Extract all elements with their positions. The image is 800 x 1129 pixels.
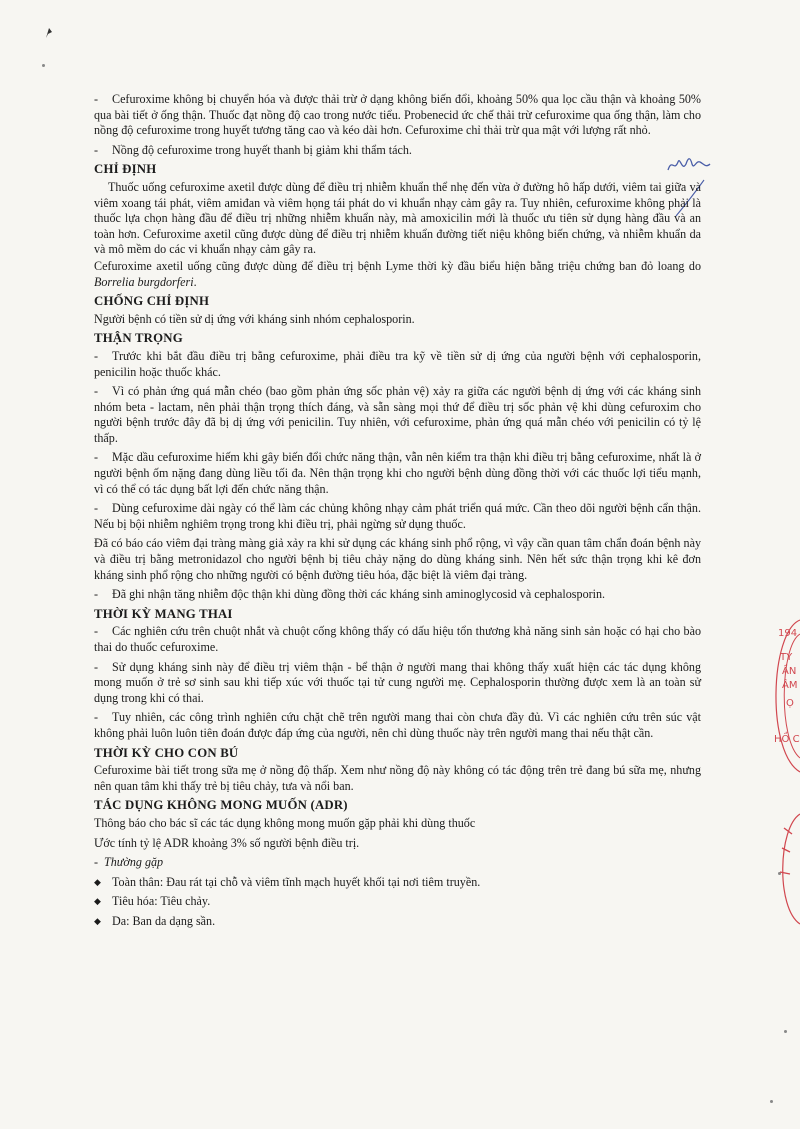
- heading-indication: CHỈ ĐỊNH: [94, 162, 157, 177]
- heading-caution: THẬN TRỌNG: [94, 331, 183, 346]
- paragraph-adr-notice: Thông báo cho bác sĩ các tác dụng không mong muốn gặp phải khi dùng thuốc: [94, 815, 476, 830]
- paragraph-pregnancy: - Các nghiên cứu trên chuột nhắt và chuột cống không thấy có dấu hiệu tổn thương khả năng sinh sản hoặc có hại cho bào thai do thuốc cefuroxime.: [94, 624, 701, 654]
- stamp-text: ẦN: [782, 666, 797, 677]
- subheading-common: - Thường gặp: [94, 855, 164, 870]
- paragraph-pregnancy: - Tuy nhiên, các công trình nghiên cứu chặt chẽ trên người mang thai còn chưa đầy đủ. Vì các nghiên cứu trên súc vật không phải luôn luôn tiên đoán được đáp ứng của người, nên chỉ dùng thuốc này trên người mang thai nếu thật cần.: [94, 710, 701, 740]
- stamp-text: TY: [780, 652, 793, 663]
- bullet-icon: ◆: [94, 896, 101, 907]
- bullet-icon: ◆: [94, 876, 101, 887]
- species-name: Borrelia burgdorferi: [94, 274, 194, 289]
- document-body: [94, 92, 701, 934]
- list-item: ◆ Tiêu hóa: Tiêu chảy.: [94, 894, 211, 909]
- list-item: ◆ Da: Ban da dạng sần.: [94, 913, 216, 928]
- paragraph-caution: - Đã ghi nhận tăng nhiễm độc thận khi dùng đồng thời các kháng sinh aminoglycosid và cephalosporin.: [94, 587, 606, 602]
- paragraph-colitis: Đã có báo cáo viêm đại tràng màng giả xảy ra khi sử dụng các kháng sinh phổ rộng, vì vậy cần quan tâm chẩn đoán bệnh này và điều trị bằng metronidazol cho người bệnh bị tiêu chảy nặng do dùng kháng sinh. Nên hết sức thận trọng khi kê đơn kháng sinh phổ rộng cho những người có bệnh đường tiêu hóa, đặc biệt là viêm đại tràng.: [94, 536, 701, 582]
- heading-pregnancy: THỜI KỲ MANG THAI: [94, 606, 233, 621]
- list-item: ◆ Toàn thân: Đau rát tại chỗ và viêm tĩnh mạch huyết khối tại nơi tiêm truyền.: [94, 874, 481, 889]
- paragraph-caution: - Mặc dầu cefuroxime hiếm khi gây biến đổi chức năng thận, vẫn nên kiểm tra thận khi điều trị bằng cefuroxime, nhất là ở người bệnh ốm nặng đang dùng liều tối đa. Nên thận trọng khi cho người bệnh dùng đồng thời với các thuốc lợi tiểu mạnh, vì có thể có tác dụng bất lợi đến chức năng thận.: [94, 450, 701, 496]
- red-stamp-fragment-icon: [770, 808, 800, 928]
- heading-adverse-reactions: TÁC DỤNG KHÔNG MONG MUỐN (ADR): [94, 798, 348, 813]
- paragraph-lyme: Cefuroxime axetil uống cũng được dùng để điều trị bệnh Lyme thời kỳ đầu biểu hiện bằng triệu chứng ban đỏ loang do Borrelia burgdorferi.: [94, 258, 701, 289]
- paragraph-breastfeeding: Cefuroxime bài tiết trong sữa mẹ ở nồng độ thấp. Xem như nồng độ này không có tác động trên trẻ đang bú sữa mẹ, nhưng nên quan tâm khi thấy trẻ bị tiêu chảy, tưa và nổi ban.: [94, 763, 701, 793]
- heading-breastfeeding: THỜI KỲ CHO CON BÚ: [94, 745, 239, 760]
- paragraph-adr-rate: Ước tính tỷ lệ ADR khoảng 3% số người bệnh điều trị.: [94, 835, 360, 850]
- stamp-text: 194: [778, 628, 798, 639]
- paragraph-caution: - Vì có phản ứng quá mẫn chéo (bao gồm phản ứng sốc phản vệ) xảy ra giữa các người bệnh dị ứng với các kháng sinh nhóm beta - lactam, nên phải thận trọng thích đáng, và sẵn sàng mọi thứ để điều trị sốc phản vệ khi dùng cefuroxim cho người bệnh trước đây đã bị dị ứng với penicilin. Tuy nhiên, với cefuroxime, phản ứng quá mẫn chéo với penicilin có tỷ lệ thấp.: [94, 384, 701, 445]
- scan-mark-icon: [44, 26, 54, 40]
- stamp-text: Ọ: [786, 698, 794, 709]
- bullet-icon: ◆: [94, 915, 101, 926]
- red-stamp-fragment: [760, 612, 800, 782]
- scan-dot: [770, 1100, 773, 1103]
- stamp-text: ÂM: [782, 680, 798, 691]
- heading-contraindication: CHỐNG CHỈ ĐỊNH: [94, 294, 210, 309]
- paragraph-pregnancy: - Sử dụng kháng sinh này để điều trị viêm thận - bể thận ở người mang thai không thấy xuất hiện các tác dụng không mong muốn ở trẻ sơ sinh sau khi tiếp xúc với thuốc tại tử cung người mẹ. Cephalosporin thường được xem là an toàn sử dụng trong khi có thai.: [94, 659, 701, 705]
- scan-dot: [784, 1030, 787, 1033]
- paragraph-contraindication: Người bệnh có tiền sử dị ứng với kháng sinh nhóm cephalosporin.: [94, 311, 415, 326]
- paragraph-dialysis: - Nồng độ cefuroxime trong huyết thanh bị giảm khi thẩm tách.: [94, 142, 412, 157]
- scan-dot: [42, 64, 45, 67]
- paragraph-caution: - Trước khi bắt đầu điều trị bằng cefuroxime, phải điều tra kỹ về tiền sử dị ứng của người bệnh với cephalosporin, penicilin hoặc thuốc khác.: [94, 348, 701, 379]
- paragraph-indication: Thuốc uống cefuroxime axetil được dùng để điều trị nhiễm khuẩn thể nhẹ đến vừa ở đường hô hấp dưới, viêm tai giữa và viêm xoang tái phát, viêm amiđan và viêm họng tái phát do vi khuẩn nhạy cảm gây ra. Tuy nhiên, cefuroxime không phải là thuốc lựa chọn hàng đầu để điều trị những nhiễm khuẩn này, mà amoxicilin mới là thuốc ưu tiên sử dụng hàng đầu và an toàn hơn. Cefuroxime axetil cũng được dùng để điều trị nhiễm khuẩn đường tiết niệu không biến chứng, và nhiễm khuẩn da và mô mềm do các vi khuẩn nhạy cảm gây ra.: [94, 179, 701, 257]
- paragraph-caution: - Dùng cefuroxime dài ngày có thể làm các chủng không nhạy cảm phát triển quá mức. Cần theo dõi người bệnh cẩn thận. Nếu bị bội nhiễm nghiêm trọng trong khi điều trị, phải ngừng sử dụng thuốc.: [94, 501, 701, 531]
- stamp-text: HỒ C: [774, 734, 800, 745]
- paragraph-excretion: - Cefuroxime không bị chuyển hóa và được thải trừ ở dạng không biến đổi, khoảng 50% qua lọc cầu thận và khoảng 50% qua bài tiết ở ống thận. Thuốc đạt nồng độ cao trong nước tiểu. Probenecid ức chế thải trừ cefuroxime qua ống thận, làm cho nồng độ cefuroxime trong huyết tương tăng cao và kéo dài hơn. Cefuroxime chỉ thải trừ qua mật với lượng rất nhỏ.: [94, 92, 701, 138]
